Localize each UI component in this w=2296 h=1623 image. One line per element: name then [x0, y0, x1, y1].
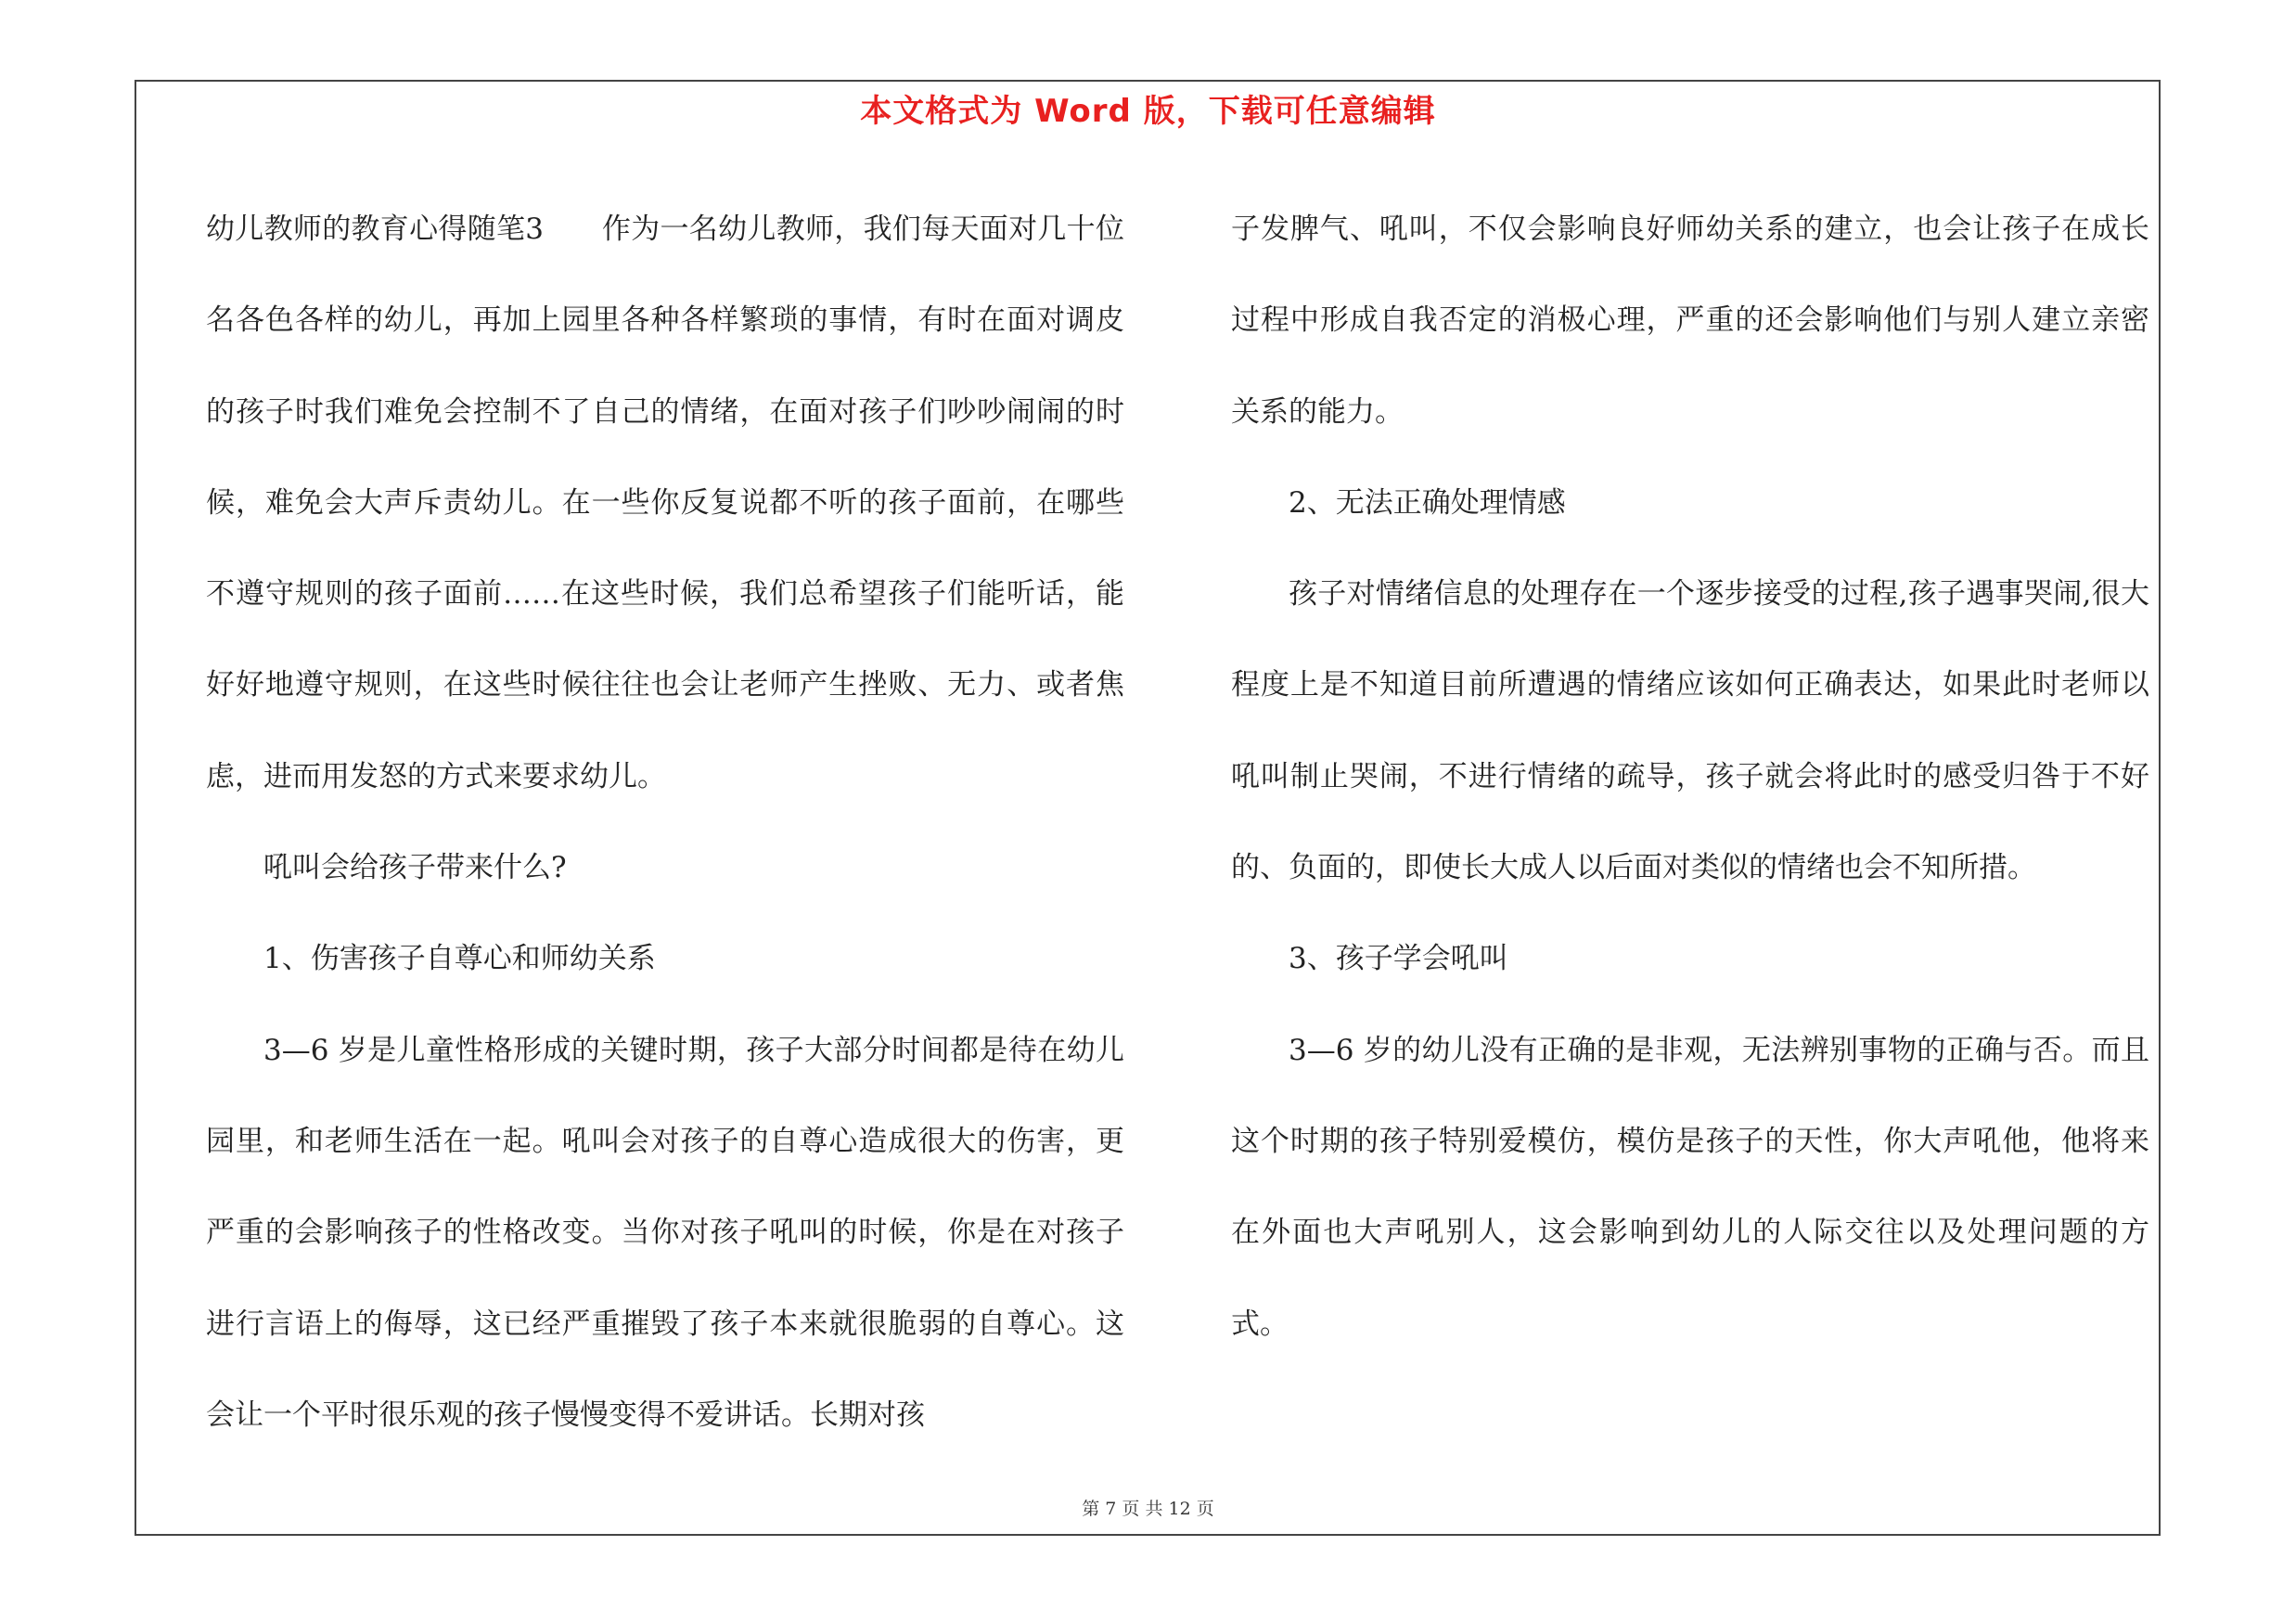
paragraph: 2、无法正确处理情感: [1289, 485, 1566, 520]
paragraph: 吼叫会给孩子带来什么?: [263, 851, 567, 885]
paragraph: 3、孩子学会吼叫: [1289, 942, 1508, 976]
paragraph: 3—6 岁是儿童性格形成的关键时期，孩子大部分时间都是待在幼儿园里，和老师生活在一起。吼叫会对孩子的自尊心造成很大的伤害，更严重的会影响孩子的性格改变。当你对孩子吼叫的时候，你是在对孩子进行言语上的侮辱，这已经严重摧毁了孩子本来就很脆弱的自尊心。这会让一个平时很乐观的孩子慢慢变得不爱讲话。长期对孩: [206, 1033, 1124, 1432]
paragraph: 幼儿教师的教育心得随笔3 作为一名幼儿教师，我们每天面对几十位名各色各样的幼儿，再加上园里各种各样繁琐的事情，有时在面对调皮的孩子时我们难免会控制不了自己的情绪，在面对孩子们吵吵闹闹的时候，难免会大声斥责幼儿。在一些你反复说都不听的孩子面前，在哪些不遵守规则的孩子面前……在这些时候，我们总希望孩子们能听话，能好好地遵守规则，在这些时候往往也会让老师产生挫败、无力、或者焦虑，进而用发怒的方式来要求幼儿。: [206, 213, 1124, 793]
left-column: [206, 184, 1124, 1461]
paragraph: 3—6 岁的幼儿没有正确的是非观，无法辨别事物的正确与否。而且这个时期的孩子特别爱模仿，模仿是孩子的天性，你大声吼他，他将来在外面也大声吼别人，这会影响到幼儿的人际交往以及处理问题的方式。: [1231, 1033, 2149, 1341]
paragraph: 子发脾气、吼叫，不仅会影响良好师幼关系的建立，也会让孩子在成长过程中形成自我否定的消极心理，严重的还会影响他们与别人建立亲密关系的能力。: [1231, 213, 2149, 429]
format-banner: 本文格式为 Word 版，下载可任意编辑: [860, 93, 1436, 130]
page-number: 第 7 页 共 12 页: [1082, 1499, 1214, 1519]
paragraph: 孩子对情绪信息的处理存在一个逐步接受的过程,孩子遇事哭闹,很大程度上是不知道目前所遭遇的情绪应该如何正确表达，如果此时老师以吼叫制止哭闹，不进行情绪的疏导，孩子就会将此时的感受归咎于不好的、负面的，即使长大成人以后面对类似的情绪也会不知所措。: [1231, 577, 2149, 885]
paragraph: 1、伤害孩子自尊心和师幼关系: [263, 942, 656, 976]
right-column: [1231, 184, 2149, 1370]
